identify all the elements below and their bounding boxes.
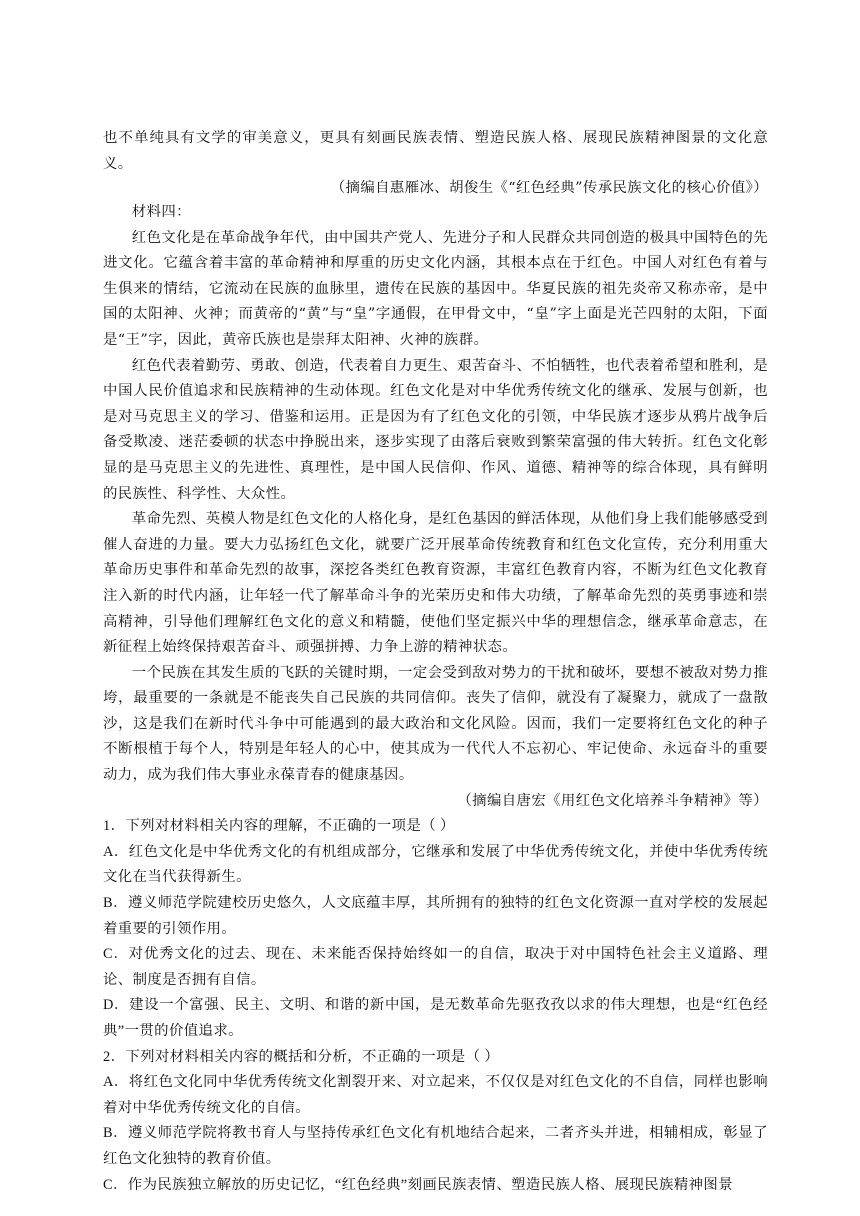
material4-paragraph: 红色代表着勤劳、勇敢、创造，代表着自力更生、艰苦奋斗、不怕牺牲，也代表着希望和胜利，是中国人民价值追求和民族精神的生动体现。红色文化是对中华优秀传统文化的继承、发展与创新，也是对马克思主义的学习、借鉴和运用。正是因为有了红色文化的引领，中华民族才逐步从鸦片战争后备受欺凌、迷茫委顿的状态中挣脱出来，逐步实现了由落后衰败到繁荣富强的伟大转折。红色文化彰显的是马克思主义的先进性、真理性，是中国人民信仰、作风、道德、精神等的综合体现，具有鲜明的民族性、科学性、大众性。 — [103, 357, 768, 502]
material3-source-block — [103, 176, 768, 202]
material4-source: （摘编自唐宏《用红色文化培养斗争精神》等） — [457, 792, 768, 809]
question-stem: 2．下列对材料相关内容的概括和分析，不正确的一项是（ ） — [103, 1048, 500, 1065]
option-a: A．红色文化是中华优秀文化的有机组成部分，它继承和发展了中华优秀传统文化，并使中华优秀传统文化在当代获得新生。 — [103, 843, 768, 886]
material4-paragraph: 一个民族在其发生质的飞跃的关键时期，一定会受到敌对势力的干扰和破坏，要想不被敌对势力推垮，最重要的一条就是不能丧失自己民族的共同信仰。丧失了信仰，就没有了凝聚力，就成了一盘散沙，这是我们在新时代斗争中可能遇到的最大政治和文化风险。因而，我们一定要将红色文化的种子不断根植于每个人，特别是年轻人的心中，使其成为一代代人不忘初心、牢记使命、永远奋斗的重要动力，成为我们伟大事业永葆青春的健康基因。 — [103, 664, 768, 784]
option-a: A．将红色文化同中华优秀传统文化割裂开来、对立起来，不仅仅是对红色文化的不自信，同样也影响着对中华优秀传统文化的自信。 — [103, 1074, 768, 1116]
question-2 — [103, 1045, 768, 1199]
option-d: D．建设一个富强、民主、文明、和谐的新中国，是无数革命先驱孜孜以求的伟大理想，也是“红色经典”一贯的价值追求。 — [103, 997, 768, 1039]
material4-paragraph: 革命先烈、英模人物是红色文化的人格化身，是红色基因的鲜活体现，从他们身上我们能够感受到催人奋进的力量。要大力弘扬红色文化，就要广泛开展革命传统教育和红色文化宣传，充分利用重大革命历史事件和革命先烈的故事，深挖各类红色教育资源，丰富红色教育内容，不断为红色文化教育注入新的时代内涵，让年轻一代了解革命斗争的光荣历史和伟大功绩，了解革命先烈的英勇事迹和崇高精神，引导他们理解红色文化的意义和精髓，使他们坚定振兴中华的理想信念，继承革命意志，在新征程上始终保持艰苦奋斗、顽强拼搏、力争上游的精神状态。 — [103, 511, 768, 656]
question-1 — [103, 814, 768, 1044]
option-b: B．遵义师范学院将教书育人与坚持传承红色文化有机地结合起来，二者齐头并进，相辅相成，彰显了红色文化独特的教育价值。 — [103, 1125, 768, 1167]
material3-source: （摘编自惠雁冰、胡俊生《“红色经典”传承民族文化的核心价值》） — [330, 180, 768, 196]
option-c: C．对优秀文化的过去、现在、未来能否保持始终如一的自信，取决于对中国特色社会主义道路、理论、制度是否拥有自信。 — [103, 946, 768, 988]
material3-tail — [103, 126, 768, 177]
option-c: C．作为民族独立解放的历史记忆，“红色经典”刻画民族表情、塑造民族人格、展现民族精神图景 — [103, 1176, 733, 1193]
material4 — [103, 200, 768, 1198]
material4-label: 材料四： — [131, 204, 191, 220]
question-stem: 1．下列对材料相关内容的理解，不正确的一项是（ ） — [103, 818, 455, 835]
material4-paragraph: 红色文化是在革命战争年代，由中国共产党人、先进分子和人民群众共同创造的极具中国特色的先进文化。它蕴含着丰富的革命精神和厚重的历史文化内涵，其根本点在于红色。中国人对红色有着与生俱来的情结，它流动在民族的血脉里，遗传在民族的基因中。华夏民族的祖先炎帝又称赤帝，是中国的太阳神、火神；而黄帝的“黄”与“皇”字通假，在甲骨文中，“皇”字上面是光芒四射的太阳，下面是“王”字，因此，黄帝氏族也是崇拜太阳神、火神的族群。 — [103, 229, 768, 348]
material3-tail-text: 也不单纯具有文学的审美意义，更具有刻画民族表情、塑造民族人格、展现民族精神图景的文化意义。 — [103, 130, 768, 172]
option-b: B．遵义师范学院建校历史悠久，人文底蕴丰厚，其所拥有的独特的红色文化资源一直对学校的发展起着重要的引领作用。 — [103, 895, 768, 937]
